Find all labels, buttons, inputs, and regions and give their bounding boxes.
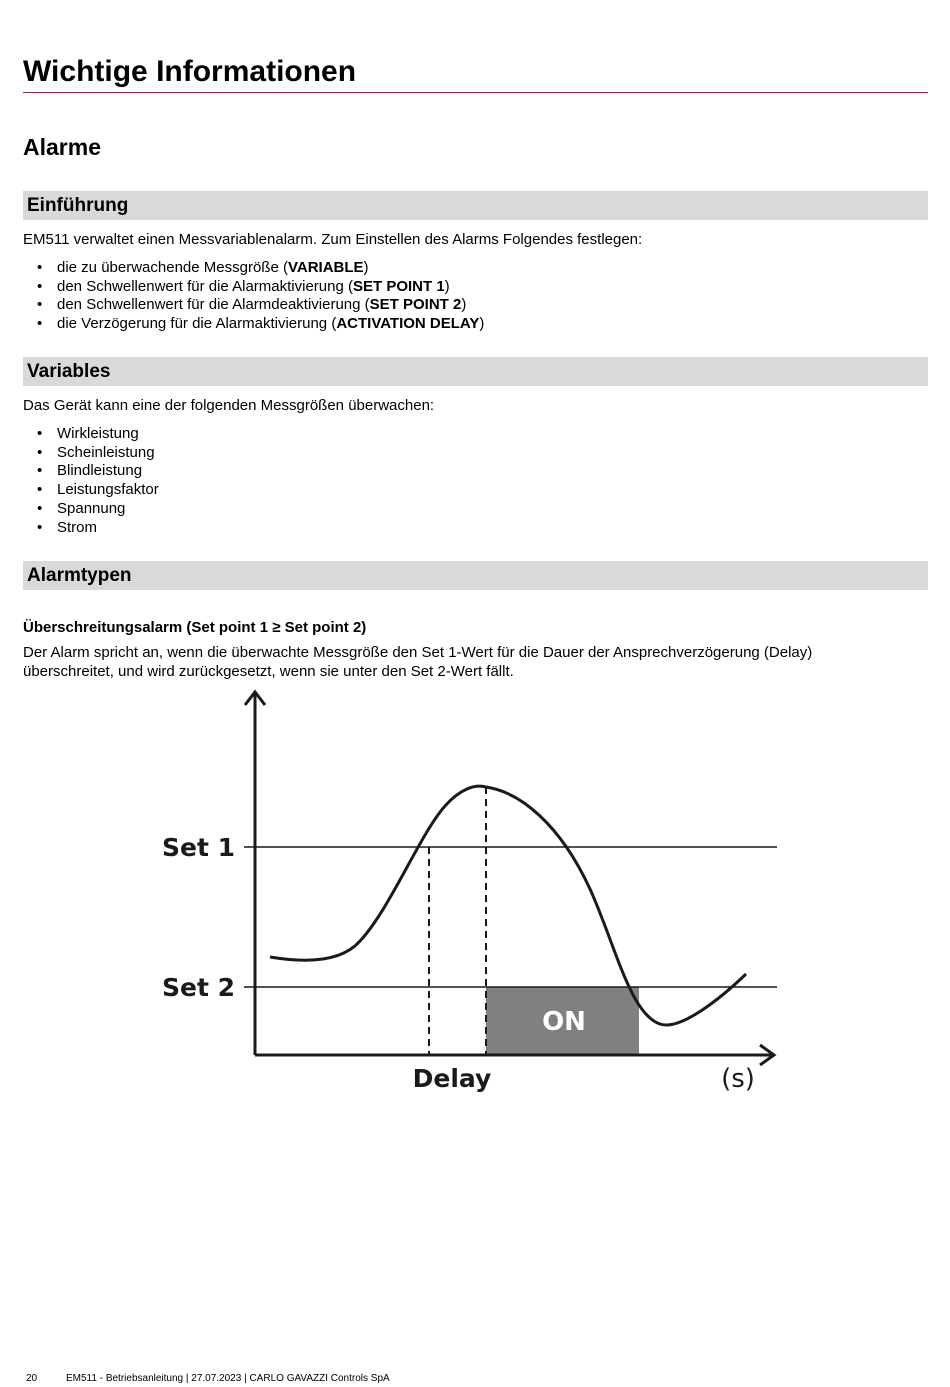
variables-heading: Variables [27,361,111,382]
alarm-diagram-svg [160,684,790,1104]
variables-text: Das Gerät kann eine der folgenden Messgrößen überwachen: [23,397,435,414]
page-title: Wichtige Informationen [23,55,357,88]
intro-heading-band [23,191,928,220]
alarm-types-heading: Alarmtypen [27,565,132,586]
set-1-label: Set 1 [161,833,235,862]
intro-item-set-point-1: • den Schwellenwert für die Alarmaktivierung (SET POINT 1) [23,278,484,297]
footer-text: EM511 - Betriebsanleitung | 27.07.2023 | CARLO GAVAZZI Controls SpA [66,1373,390,1384]
intro-item-set-point-2: • den Schwellenwert für die Alarmdeaktivierung (SET POINT 2) [23,296,484,315]
variables-heading-band [23,357,928,386]
delay-label: Delay [412,1064,492,1093]
intro-heading: Einführung [27,195,129,216]
list-item: • Strom [23,519,159,538]
list-item: • Spannung [23,500,159,519]
list-item: • Scheinleistung [23,444,159,463]
section-title: Alarme [23,134,101,160]
intro-text: EM511 verwaltet einen Messvariablenalarm. Zum Einstellen des Alarms Folgendes festlegen: [23,231,643,248]
intro-item-activation-delay: • die Verzögerung für die Alarmaktivierung (ACTIVATION DELAY) [23,315,484,334]
list-item: • Blindleistung [23,462,159,481]
page-number: 20 [26,1373,38,1384]
intro-item-variable: • die zu überwachende Messgröße (VARIABLE) [23,259,484,278]
alarm-types-heading-band [23,561,928,590]
alarm-diagram [160,684,790,1104]
alarm-description-line-1: Der Alarm spricht an, wenn die überwachte Messgröße den Set 1-Wert für die Dauer der Ansprechverzögerung (Delay) [23,644,813,661]
list-item: • Leistungsfaktor [23,481,159,500]
set-2-label: Set 2 [161,973,235,1002]
title-rule [23,92,928,93]
variables-list [23,425,159,537]
intro-list [23,259,484,334]
list-item: • Wirkleistung [23,425,159,444]
alarm-subheading: Überschreitungsalarm (Set point 1 ≥ Set point 2) [23,619,367,636]
on-label: ON [542,1007,586,1037]
time-unit-label: (s) [721,1064,755,1094]
alarm-description-line-2: überschreitet, und wird zurückgesetzt, wenn sie unter den Set 2-Wert fällt. [23,663,514,680]
